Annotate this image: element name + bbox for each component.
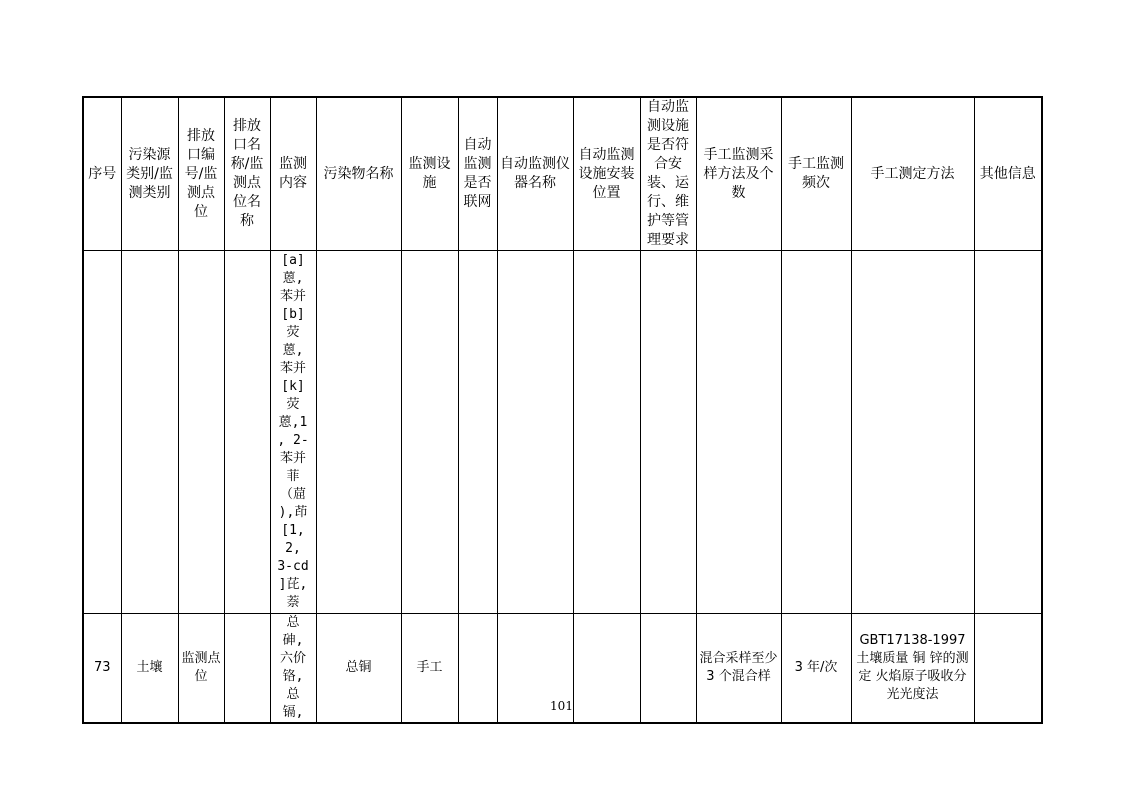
header-point-code: 排放口编号/监测点位 <box>178 97 224 251</box>
header-manual-sampling: 手工监测采样方法及个数 <box>696 97 781 251</box>
header-content: 监测内容 <box>270 97 316 251</box>
header-manual-method: 手工测定方法 <box>851 97 974 251</box>
cell-manual-frequency <box>781 251 851 614</box>
cell-auto-instrument <box>497 251 573 614</box>
cell-point-code: 监测点位 <box>178 614 224 724</box>
header-auto-location: 自动监测设施安装位置 <box>573 97 640 251</box>
header-other: 其他信息 <box>974 97 1042 251</box>
cell-pollutant: 总铜 <box>316 614 401 724</box>
cell-content: 总 砷, 六价 铬, 总 镉, <box>270 614 316 724</box>
cell-manual-method <box>851 251 974 614</box>
table-header-row <box>83 97 1042 251</box>
cell-manual-method: GBT17138-1997 土壤质量 铜 锌的测定 火焰原子吸收分光光度法 <box>851 614 974 724</box>
cell-manual-sampling: 混合采样至少 3 个混合样 <box>696 614 781 724</box>
cell-source-type <box>121 251 178 614</box>
cell-manual-sampling <box>696 251 781 614</box>
cell-point-name <box>224 251 270 614</box>
header-pollutant: 污染物名称 <box>316 97 401 251</box>
cell-pollutant <box>316 251 401 614</box>
page-number: 101 <box>550 699 573 713</box>
monitoring-table <box>82 96 1043 724</box>
header-facility: 监测设施 <box>401 97 458 251</box>
cell-point-code <box>178 251 224 614</box>
cell-content: [a] 蒽, 苯并 [b] 荧 蒽, 苯并 [k] 荧 蒽,1 , 2- 苯并 菲 （䓛 ),茚 [1, 2, 3-cd ]芘, 萘 <box>270 251 316 614</box>
cell-facility: 手工 <box>401 614 458 724</box>
cell-auto-networked <box>458 251 497 614</box>
table-row <box>83 251 1042 614</box>
cell-auto-location <box>573 251 640 614</box>
cell-other <box>974 251 1042 614</box>
header-auto-networked: 自动监测是否联网 <box>458 97 497 251</box>
header-point-name: 排放口名称/监测点位名称 <box>224 97 270 251</box>
header-seq: 序号 <box>83 97 121 251</box>
cell-facility <box>401 251 458 614</box>
header-auto-compliance: 自动监测设施是否符合安装、运行、维护等管理要求 <box>640 97 696 251</box>
cell-seq: 73 <box>83 614 121 724</box>
cell-seq <box>83 251 121 614</box>
header-manual-frequency: 手工监测频次 <box>781 97 851 251</box>
cell-source-type: 土壤 <box>121 614 178 724</box>
header-source-type: 污染源类别/监测类别 <box>121 97 178 251</box>
header-auto-instrument: 自动监测仪器名称 <box>497 97 573 251</box>
cell-auto-compliance <box>640 251 696 614</box>
cell-manual-frequency: 3 年/次 <box>781 614 851 724</box>
